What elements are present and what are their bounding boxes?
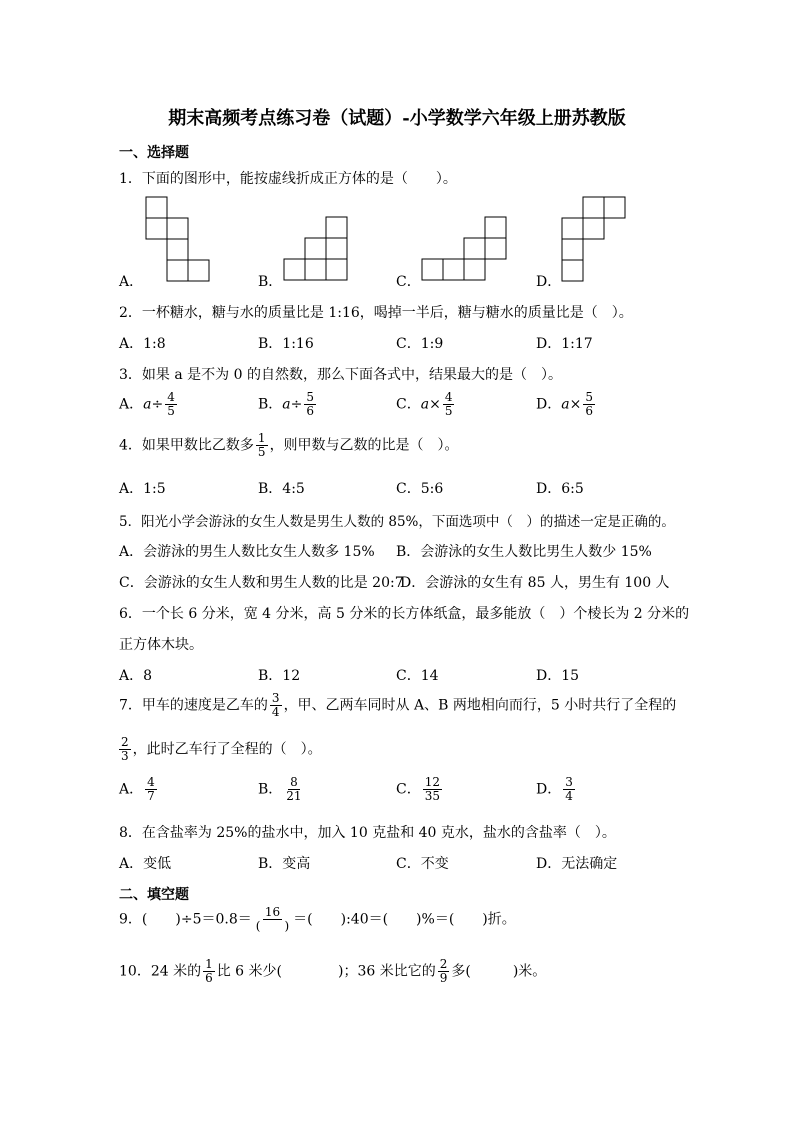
question-5-option-c: C．会游泳的女生人数和男生人数的比是 20:7	[119, 575, 404, 591]
question-9-stem: 9．( )÷5＝0.8＝ $\frac{16}{( )}$ ＝( ):40＝( )%＝( )折。	[119, 905, 516, 933]
question-7-option-c: C． $\frac{12}{35}$	[396, 775, 440, 803]
question-1-option-c: C．	[396, 274, 421, 290]
question-4-option-a: A．1:5	[119, 481, 166, 497]
net-figure-b	[283, 216, 353, 284]
question-4-stem: 4．如果甲数比乙数多 $\frac{1}{5}$ ，则甲数与乙数的比是（ ）。	[119, 431, 459, 459]
question-5-option-a: A．会游泳的男生人数比女生人数多 15%	[119, 544, 375, 560]
question-7-stem-line2: $\frac{2}{3}$ ，此时乙车行了全程的（ ）。	[121, 735, 322, 763]
page-title: 期末高频考点练习卷（试题）-小学数学六年级上册苏教版	[168, 108, 626, 129]
question-5-stem: 5．阳光小学会游泳的女生人数是男生人数的 85%，下面选项中（ ）的描述一定是正确的。	[119, 514, 675, 530]
question-7-option-a: A． $\frac{4}{7}$	[119, 775, 155, 803]
question-2-option-a: A．1:8	[119, 336, 166, 352]
question-8-option-a: A．变低	[119, 856, 172, 872]
net-figure-d	[561, 196, 631, 284]
question-8-option-b: B．变高	[258, 856, 311, 872]
question-7-option-b: B． $\frac{8}{21}$	[258, 775, 302, 803]
question-3-option-a: A．a÷ $\frac{4}{5}$	[119, 390, 175, 418]
blank[interactable]: ( )	[141, 911, 181, 928]
question-6-stem-line1: 6．一个长 6 分米，宽 4 分米，高 5 分米的长方体纸盒，最多能放（ ）个棱长为 2 分米的	[119, 606, 690, 622]
net-figure-a	[145, 196, 215, 284]
question-1-option-b: B．	[258, 274, 283, 290]
question-8-option-d: D．无法确定	[536, 856, 618, 872]
question-6-stem-line2: 正方体木块。	[119, 637, 203, 653]
net-figure-c	[421, 216, 513, 284]
question-3-stem: 3．如果 a 是不为 0 的自然数，那么下面各式中，结果最大的是（ ）。	[119, 367, 562, 383]
question-1-option-d: D．	[536, 274, 562, 290]
question-1-option-a: A．	[119, 274, 144, 290]
question-3-option-b: B．a÷ $\frac{5}{6}$	[258, 390, 315, 418]
question-2-option-b: B．1:16	[258, 336, 314, 352]
question-3-option-d: D．a× $\frac{5}{6}$	[536, 390, 593, 418]
question-6-option-b: B．12	[258, 668, 301, 684]
question-8-stem: 8．在含盐率为 25%的盐水中，加入 10 克盐和 40 克水，盐水的含盐率（ ）。	[119, 825, 616, 841]
question-1-stem: 1．下面的图形中，能按虚线折成正方体的是（ ）。	[119, 171, 457, 187]
question-6-option-a: A．8	[119, 668, 153, 684]
question-4-option-d: D．6:5	[536, 481, 584, 497]
question-2-stem: 2．一杯糖水，糖与水的质量比是 1:16，喝掉一半后，糖与糖水的质量比是（ ）。	[119, 305, 633, 321]
blank[interactable]: ( )	[255, 919, 290, 933]
question-5-option-d: D．会游泳的女生有 85 人，男生有 100 人	[400, 575, 670, 591]
question-6-option-c: C．14	[396, 668, 439, 684]
question-2-option-c: C．1:9	[396, 336, 444, 352]
question-6-option-d: D．15	[536, 668, 580, 684]
section-heading-fill: 二、填空题	[119, 887, 189, 903]
section-heading-choice: 一、选择题	[119, 145, 189, 161]
question-2-option-d: D．1:17	[536, 336, 593, 352]
question-4-option-b: B．4:5	[258, 481, 305, 497]
question-5-option-b: B．会游泳的女生人数比男生人数少 15%	[396, 544, 652, 560]
question-10-stem: 10．24 米的 $\frac{1}{6}$ 比 6 米少( )；36 米比它的 $\frac{2}{9}$ 多( )米。	[119, 957, 547, 985]
question-7-option-d: D． $\frac{3}{4}$	[536, 775, 573, 803]
question-4-option-c: C．5:6	[396, 481, 444, 497]
question-3-option-c: C．a× $\frac{4}{5}$	[396, 390, 453, 418]
question-7-stem-line1: 7．甲车的速度是乙车的 $\frac{3}{4}$ ，甲、乙两车同时从 A、B 两地相向而行，5 小时共行了全程的	[119, 691, 677, 719]
question-8-option-c: C．不变	[396, 856, 449, 872]
